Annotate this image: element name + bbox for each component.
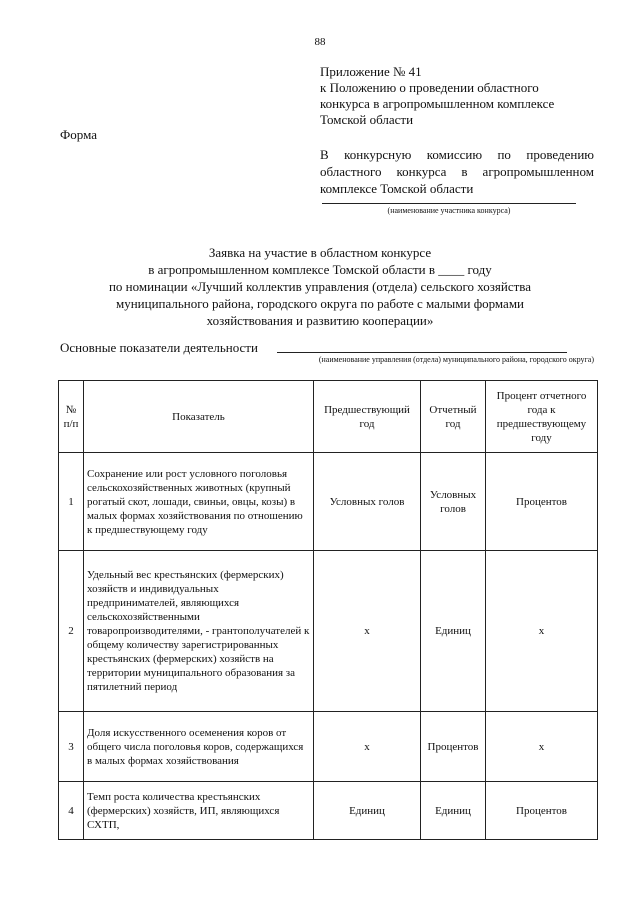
indicators-heading: Основные показатели деятельности <box>60 340 258 355</box>
application-title-line: Заявка на участие в областном конкурсе <box>208 245 432 260</box>
appendix-line: Приложение № 41 <box>320 64 422 79</box>
row-percent: Процентов <box>486 782 598 840</box>
indicators-name-line <box>277 352 567 353</box>
application-title-line: хозяйствования и развитию кооперации» <box>206 313 434 328</box>
table-row <box>59 551 598 712</box>
row-reporting-year: Условных голов <box>421 453 486 551</box>
row-reporting-year: Процентов <box>421 712 486 782</box>
row-indicator: Темп роста количества крестьянских (фермерских) хозяйств, ИП, являющихся СХТП, <box>84 782 314 840</box>
header-percent: Процент отчетного года к предшествующему году <box>486 381 598 453</box>
row-number: 2 <box>59 551 84 712</box>
participant-caption: (наименование участника конкурса) <box>387 206 511 215</box>
row-number: 1 <box>59 453 84 551</box>
table-header-row <box>59 381 598 453</box>
participant-name-line <box>322 203 576 204</box>
row-previous-year: Единиц <box>314 782 421 840</box>
appendix-line: конкурса в агропромышленном комплексе <box>320 96 555 111</box>
appendix-block <box>320 64 610 128</box>
header-number: № п/п <box>59 381 84 453</box>
header-previous-year: Предшествующий год <box>314 381 421 453</box>
row-number: 4 <box>59 782 84 840</box>
addressee-text: В конкурсную комиссию по проведению областного конкурса в агропромышленном комплексе Томской области <box>320 147 594 196</box>
row-percent: х <box>486 712 598 782</box>
row-previous-year: Условных голов <box>314 453 421 551</box>
indicators-caption: (наименование управления (отдела) муниципального района, городского округа) <box>318 355 594 364</box>
table-row <box>59 453 598 551</box>
table-row <box>59 712 598 782</box>
header-reporting-year: Отчетный год <box>421 381 486 453</box>
row-previous-year: х <box>314 712 421 782</box>
form-label: Форма <box>60 127 97 142</box>
application-title-line: в агропромышленном комплексе Томской области в ____ году <box>148 262 492 277</box>
application-title-line: муниципального района, городского округа по работе с малыми формами <box>115 296 525 311</box>
row-indicator: Удельный вес крестьянских (фермерских) хозяйств и индивидуальных предпринимателей, являющихся сельскохозяйственными товаропроизводителями, - грантополучателей к общему количеству зарегистрированных крестьянских (фермерских) хозяйств на территории муниципального образования за пятилетний период <box>84 551 314 712</box>
appendix-line: к Положению о проведении областного <box>320 80 539 95</box>
row-reporting-year: Единиц <box>421 551 486 712</box>
row-indicator: Доля искусственного осеменения коров от общего числа поголовья коров, содержащихся в малых формах хозяйствования <box>84 712 314 782</box>
row-percent: Процентов <box>486 453 598 551</box>
row-number: 3 <box>59 712 84 782</box>
row-indicator: Сохранение или рост условного поголовья сельскохозяйственных животных (крупный рогатый скот, лошади, свиньи, овцы, козы) в малых формах хозяйствования по отношению к предшествующему году <box>84 453 314 551</box>
row-percent: х <box>486 551 598 712</box>
row-reporting-year: Единиц <box>421 782 486 840</box>
header-indicator: Показатель <box>84 381 314 453</box>
page-number: 88 <box>314 36 326 48</box>
application-title <box>60 244 580 329</box>
indicators-table <box>58 380 598 840</box>
application-title-line: по номинации «Лучший коллектив управления (отдела) сельского хозяйства <box>108 279 532 294</box>
row-previous-year: х <box>314 551 421 712</box>
appendix-line: Томской области <box>320 112 414 127</box>
table-row <box>59 782 598 840</box>
